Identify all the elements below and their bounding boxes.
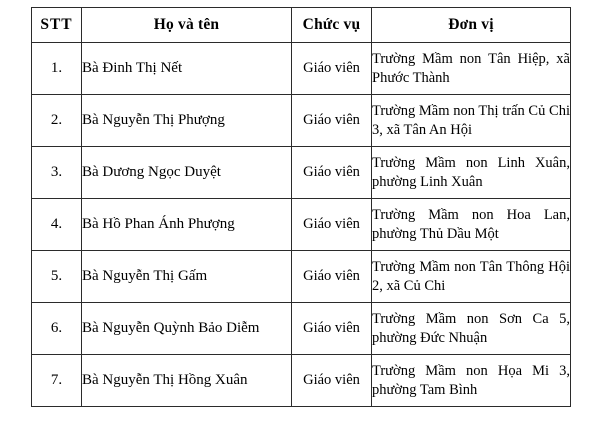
cell-role: Giáo viên: [292, 147, 372, 199]
cell-unit: Trường Mầm non Tân Hiệp, xã Phước Thành: [372, 43, 571, 95]
table-row: [32, 199, 571, 251]
header-unit: Đơn vị: [372, 8, 571, 43]
cell-name: Bà Nguyễn Quỳnh Bảo Diễm: [82, 303, 292, 355]
cell-stt: 7.: [32, 355, 82, 407]
cell-stt: 6.: [32, 303, 82, 355]
table-row: [32, 355, 571, 407]
cell-name: Bà Nguyễn Thị Gấm: [82, 251, 292, 303]
table-header: [32, 8, 571, 43]
header-role: Chức vụ: [292, 8, 372, 43]
table-row: [32, 303, 571, 355]
cell-unit: Trường Mầm non Linh Xuân, phường Linh Xuân: [372, 147, 571, 199]
cell-stt: 5.: [32, 251, 82, 303]
cell-stt: 1.: [32, 43, 82, 95]
cell-unit: Trường Mầm non Tân Thông Hội 2, xã Củ Chi: [372, 251, 571, 303]
cell-role: Giáo viên: [292, 303, 372, 355]
cell-role: Giáo viên: [292, 199, 372, 251]
cell-name: Bà Dương Ngọc Duyệt: [82, 147, 292, 199]
cell-name: Bà Nguyễn Thị Hồng Xuân: [82, 355, 292, 407]
table-header-row: [32, 8, 571, 43]
header-stt: STT: [32, 8, 82, 43]
cell-stt: 2.: [32, 95, 82, 147]
table-row: [32, 95, 571, 147]
header-name: Họ và tên: [82, 8, 292, 43]
cell-name: Bà Nguyễn Thị Phượng: [82, 95, 292, 147]
table-body: [32, 43, 571, 407]
personnel-table: [31, 7, 571, 407]
cell-unit: Trường Mầm non Thị trấn Củ Chi 3, xã Tân An Hội: [372, 95, 571, 147]
table-row: [32, 147, 571, 199]
cell-unit: Trường Mầm non Hoa Lan, phường Thủ Dầu Một: [372, 199, 571, 251]
cell-stt: 4.: [32, 199, 82, 251]
cell-role: Giáo viên: [292, 355, 372, 407]
cell-name: Bà Đinh Thị Nết: [82, 43, 292, 95]
cell-role: Giáo viên: [292, 251, 372, 303]
cell-unit: Trường Mầm non Sơn Ca 5, phường Đức Nhuận: [372, 303, 571, 355]
cell-name: Bà Hồ Phan Ánh Phượng: [82, 199, 292, 251]
cell-unit: Trường Mầm non Họa Mi 3, phường Tam Bình: [372, 355, 571, 407]
cell-stt: 3.: [32, 147, 82, 199]
table-row: [32, 43, 571, 95]
cell-role: Giáo viên: [292, 95, 372, 147]
cell-role: Giáo viên: [292, 43, 372, 95]
table-row: [32, 251, 571, 303]
